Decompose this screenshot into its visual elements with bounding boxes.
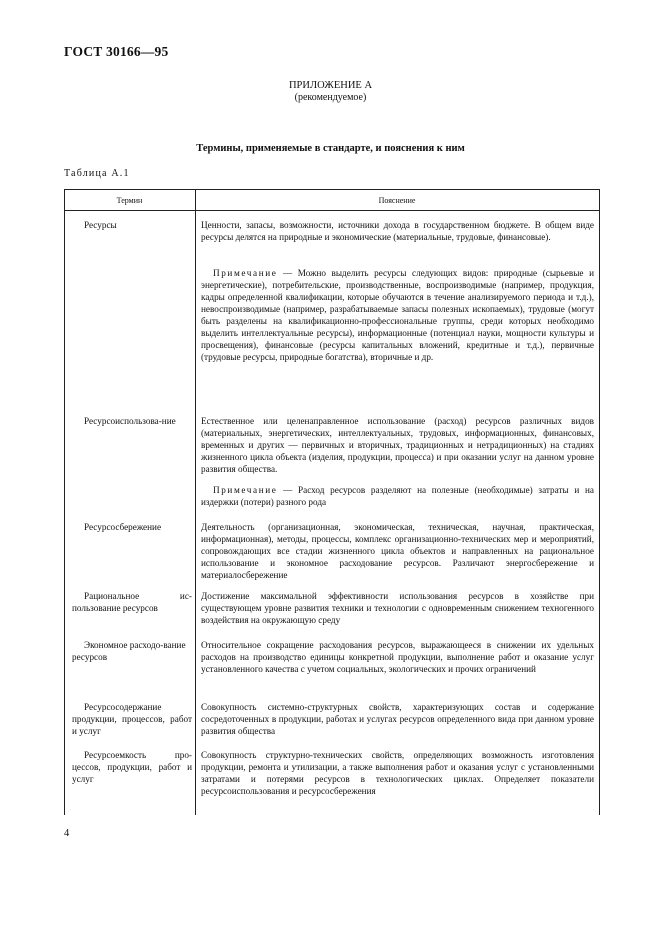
column-header-term: Термин [116, 196, 143, 205]
note-text: — Можно выделить ресурсы следующих видов: природные (сырьевые и энергетические), потребительские, производственные, воспроизводимые (например, продукция, кадры определенной квалификации, которые обучаются в течение анализируемого периода и т.д.), невоспроизводимые (например, разрабатываемые запасы полезных ископаемых), трудовые (могут быть разделены на квалификационно-профессиональные группы, среди которых необходимо выделить интеллектуальные ресурсы), информационные (потенциал науки, мощности культуры и просвещения), финансовые (ресурсы капитальных вложений, кредитные и т.д.), первичные (трудовые ресурсы, природные богатства), вторичные и др. [201, 268, 594, 362]
term-resources: Ресурсы [84, 220, 117, 230]
note-label: Примечание [213, 268, 278, 278]
note-resources [201, 267, 594, 363]
column-header-explanation: Пояснение [378, 196, 416, 205]
explanation-resources: Ценности, запасы, возможности, источники дохода в государственном бюджете. В общем виде ресурсы делятся на природные и экономические (материальные, трудовые, финансовые). [201, 220, 594, 242]
explanation-resource-intensity: Совокупность структурно-технических свойств, определяющих возможность изготовления продукции, ремонта и утилизации, а также выполнения работ и оказания услуг с установленными затратами и потерями ресурсов в технологических циклах. Определяет показатели ресурсоиспользования и ресурсосбережения [201, 750, 594, 796]
appendix-title: ПРИЛОЖЕНИЕ А [288, 80, 373, 91]
page-number: 4 [64, 828, 70, 839]
explanation-resource-content: Совокупность системно-структурных свойств, характеризующих состав и содержание сосредоточенных в продукции, работах и услугах ресурсов определенного вида при данном уровне развития общества [201, 702, 594, 736]
explanation-economical-spending: Относительное сокращение расходования ресурсов, выражающееся в снижении их удельных расходов на производство единицы конкретной продукции, выполнение работ и оказание услуг установленного качества с учетом социальных, экологических и прочих ограничений [201, 640, 594, 674]
term-resource-use: Ресурсоиспользова-ние [84, 416, 176, 426]
table-label: Таблица А.1 [64, 168, 130, 179]
table-column-divider [195, 189, 196, 815]
note-text: — Расход ресурсов разделяют на полезные (необходимые) затраты и на издержки (потери) разного рода [201, 485, 594, 507]
note-label: Примечание [213, 485, 278, 495]
table-border-left [64, 189, 65, 815]
term-resource-intensity: Ресурсоемкость про-цессов, продукции, работ и услуг [72, 750, 192, 784]
note-resource-use [201, 484, 594, 508]
table-border-top [64, 189, 599, 190]
explanation-resource-saving: Деятельность (организационная, экономическая, техническая, научная, практическая, информационная), методы, процессы, комплекс организационно-технических мер и мероприятий, сопровождающих все стадии жизненного цикла объектов и направленных на рациональное использование и экономное расходование ресурсов. Различают энергосбережение и материалосбережение [201, 522, 594, 580]
term-resource-saving: Ресурсосбережение [84, 522, 162, 532]
table-header-divider [64, 210, 599, 211]
document-code: ГОСТ 30166—95 [64, 44, 169, 59]
term-rational-use: Рациональное ис-пользование ресурсов [72, 591, 192, 613]
explanation-resource-use: Естественное или целенаправленное использование (расход) ресурсов различных видов (материальных, энергетических, интеллектуальных, трудовых, информационных, финансовых, временных и других — первичных и вторичных, традиционных и нетрадиционных) на стадиях жизненного цикла объекта (изделия, продукции, процесса) и при оказании услуг на данном уровне развития общества. [201, 416, 594, 474]
explanation-rational-use: Достижение максимальной эффективности использования ресурсов в хозяйстве при существующем уровне развития техники и технологии с одновременным снижением техногенного воздействия на окружающую среду [201, 591, 594, 625]
section-title: Термины, применяемые в стандарте, и пояснения к ним [196, 143, 465, 154]
terms-table [64, 189, 599, 815]
appendix-subtitle: (рекомендуемое) [294, 92, 367, 103]
term-resource-content: Ресурсосодержание продукции, процессов, работ и услуг [72, 702, 192, 736]
term-economical-spending: Экономное расходо-вание ресурсов [72, 640, 186, 662]
table-border-right [599, 189, 600, 815]
